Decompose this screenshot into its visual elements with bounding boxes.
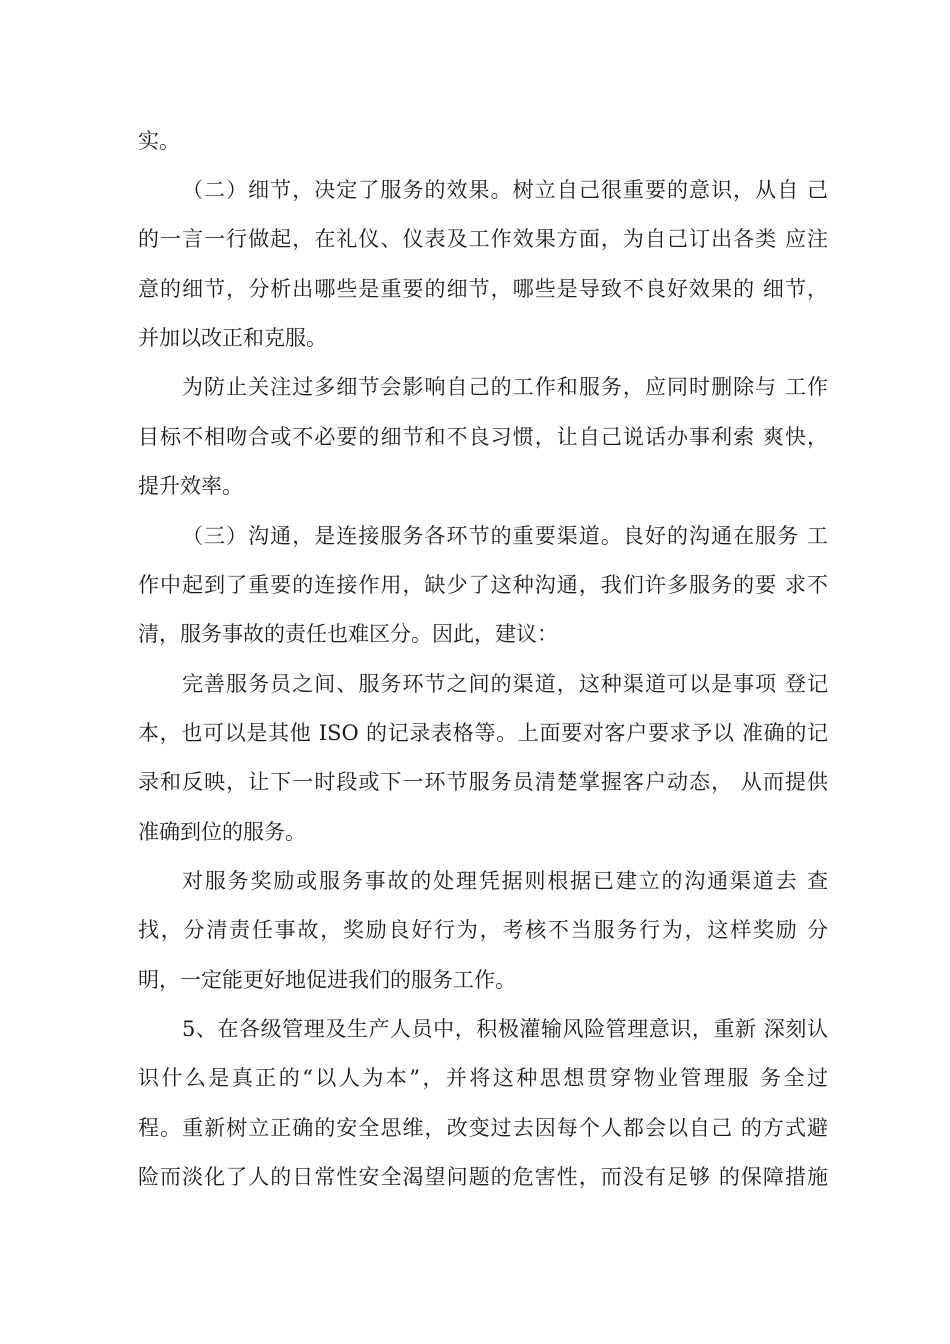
- text-line-20: 识什么是真正的“以人为本”，并将这种思想贯穿物业管理服 务全过: [138, 1066, 828, 1090]
- text-line-13: 本，也可以是其他 ISO 的记录表格等。上面要对客户要求予以 准确的记: [138, 721, 828, 745]
- text-line-2: （二）细节，决定了服务的效果。树立自己很重要的意识，从自 己: [182, 178, 828, 202]
- text-line-9: （三）沟通，是连接服务各环节的重要渠道。良好的沟通在服务 工: [182, 524, 828, 548]
- text-line-10: 作中起到了重要的连接作用，缺少了这种沟通，我们许多服务的要 求不: [138, 573, 828, 597]
- text-line-5: 并加以改正和克服。: [138, 326, 327, 350]
- text-line-22: 险而淡化了人的日常性安全渴望问题的危害性，而没有足够 的保障措施: [138, 1165, 828, 1189]
- text-line-6: 为防止关注过多细节会影响自己的工作和服务，应同时删除与 工作: [182, 375, 828, 399]
- text-line-1: 实。: [138, 129, 180, 153]
- text-line-15: 准确到位的服务。: [138, 820, 306, 844]
- text-line-19: 5、在各级管理及生产人员中，积极灌输风险管理意识，重新 深刻认: [182, 1017, 828, 1041]
- text-line-7: 目标不相吻合或不必要的细节和不良习惯，让自己说话办事利索 爽快，: [138, 425, 828, 449]
- text-line-17: 找，分清责任事故，奖励良好行为，考核不当服务行为，这样奖励 分: [138, 918, 828, 942]
- text-line-21: 程。重新树立正确的安全思维，改变过去因每个人都会以自己 的方式避: [138, 1116, 828, 1140]
- text-line-14: 录和反映，让下一时段或下一环节服务员清楚掌握客户动态， 从而提供: [138, 770, 828, 794]
- text-line-18: 明，一定能更好地促进我们的服务工作。: [138, 968, 516, 992]
- text-line-8: 提升效率。: [138, 474, 243, 498]
- text-line-3: 的一言一行做起，在礼仪、仪表及工作效果方面，为自己订出各类 应注: [138, 227, 828, 251]
- text-line-16: 对服务奖励或服务事故的处理凭据则根据已建立的沟通渠道去 查: [182, 869, 828, 893]
- text-line-4: 意的细节，分析出哪些是重要的细节，哪些是导致不良好效果的 细节，: [138, 277, 828, 301]
- text-line-11: 清，服务事故的责任也难区分。因此，建议：: [138, 622, 558, 646]
- text-line-12: 完善服务员之间、服务环节之间的渠道，这种渠道可以是事项 登记: [182, 672, 828, 696]
